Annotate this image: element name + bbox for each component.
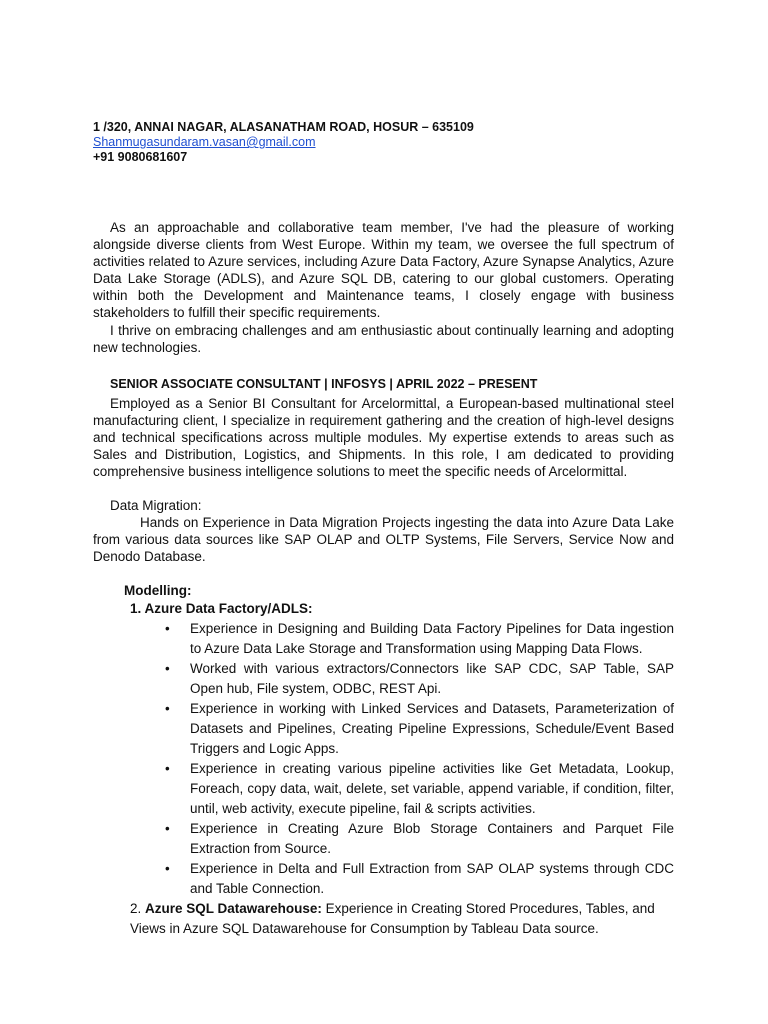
bullet-icon: • [165, 761, 170, 776]
list-item: • Experience in Delta and Full Extraction from SAP OLAP systems through CDC and Table Connection. [165, 861, 674, 896]
azure-data-factory-heading: 1. Azure Data Factory/ADLS: [130, 601, 313, 616]
adf-bullet-list [165, 619, 674, 899]
item-number: 2. [130, 901, 142, 916]
email-link[interactable]: Shanmugasundaram.vasan@gmail.com [93, 135, 316, 149]
job-title: SENIOR ASSOCIATE CONSULTANT | INFOSYS | APRIL 2022 – PRESENT [110, 377, 538, 391]
bullet-icon: • [165, 821, 170, 836]
summary-paragraph-1: As an approachable and collaborative team member, I've had the pleasure of working alongside diverse clients from West Europe. Within my team, we oversee the full spectrum of activities related to Azure services, including Azure Data Factory, Azure Synapse Analytics, Azure Data Lake Storage (ADLS), and Azure SQL DB, catering to our global customers. Operating within both the Development and Maintenance teams, I closely engage with business stakeholders to fulfill their specific requirements. [93, 220, 674, 320]
azure-sql-item [130, 899, 674, 939]
list-item: • Experience in Creating Azure Blob Storage Containers and Parquet File Extraction from Source. [165, 821, 674, 856]
bullet-icon: • [165, 861, 170, 876]
bullet-icon: • [165, 621, 170, 636]
address: 1 /320, ANNAI NAGAR, ALASANATHAM ROAD, HOSUR – 635109 [93, 120, 474, 134]
azure-sql-heading: Azure SQL Datawarehouse: [145, 901, 322, 916]
job-description: Employed as a Senior BI Consultant for Arcelormittal, a European-based multinational steel manufacturing client, I specialize in requirement gathering and the creation of high-level designs and technical specifications across multiple modules. My expertise extends to areas such as Sales and Distribution, Logistics, and Shipments. In this role, I am dedicated to providing comprehensive business intelligence solutions to meet the specific needs of Arcelormittal. [93, 396, 674, 479]
data-migration-label: Data Migration: [110, 498, 202, 513]
modelling-label: Modelling: [124, 583, 192, 598]
data-migration-text: Hands on Experience in Data Migration Projects ingesting the data into Azure Data Lake from various data sources like SAP OLAP and OLTP Systems, File Servers, Service Now and Denodo Database. [93, 515, 674, 564]
bullet-icon: • [165, 661, 170, 676]
contact-block [93, 120, 474, 165]
azure-sql-text: Experience in Creating Stored Procedures, Tables, and Views in Azure SQL Datawarehouse for Consumption by Tableau Data source. [130, 901, 655, 936]
list-item: • Experience in creating various pipeline activities like Get Metadata, Lookup, Foreach, copy data, wait, delete, set variable, append variable, if condition, filter, until, web activity, execute pipeline, fail & scripts activities. [165, 761, 674, 816]
phone-number: +91 9080681607 [93, 150, 188, 164]
list-item: • Experience in Designing and Building Data Factory Pipelines for Data ingestion to Azure Data Lake Storage and Transformation using Mapping Data Flows. [165, 621, 674, 656]
summary-paragraph-2: I thrive on embracing challenges and am enthusiastic about continually learning and adopting new technologies. [93, 323, 674, 355]
bullet-icon: • [165, 701, 170, 716]
list-item: • Experience in working with Linked Services and Datasets, Parameterization of Datasets and Pipelines, Creating Pipeline Expressions, Schedule/Event Based Triggers and Logic Apps. [165, 701, 674, 756]
list-item: • Worked with various extractors/Connectors like SAP CDC, SAP Table, SAP Open hub, File system, ODBC, REST Api. [165, 661, 674, 696]
